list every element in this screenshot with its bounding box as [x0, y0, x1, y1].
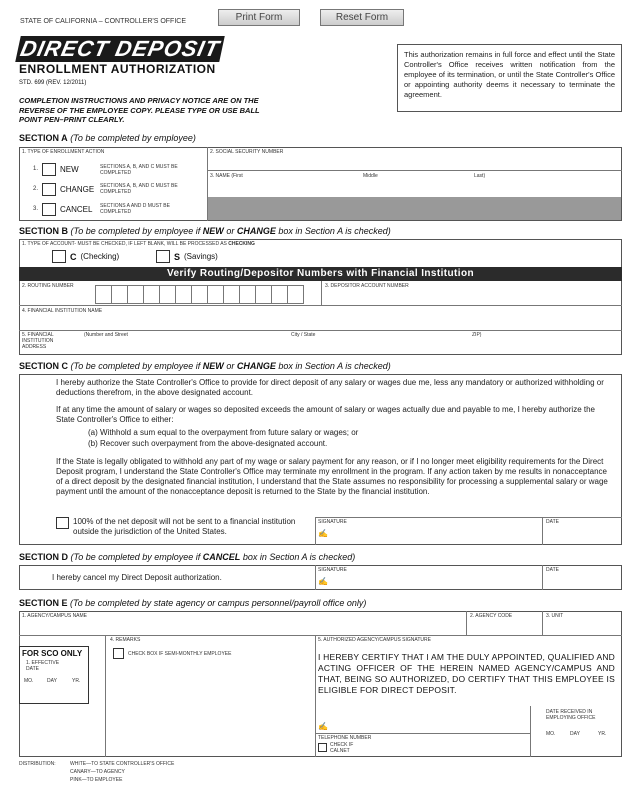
distribution-white: WHITE—TO STATE CONTROLLER'S OFFICE	[70, 761, 175, 767]
verify-banner: Verify Routing/Depositor Numbers with Financial Institution	[19, 267, 622, 281]
section-c-heading: SECTION C (To be completed by employee if NEW or CHANGE box in Section A is checked)	[19, 361, 391, 371]
foreign-text: 100% of the net deposit will not be sent to a financial institution outside the jurisdiction of the United States.	[73, 517, 296, 536]
recv-yr-label: YR.	[598, 731, 607, 737]
form-number: STD. 699 (REV. 12/2011)	[19, 80, 87, 86]
c-signature-input[interactable]	[334, 527, 538, 542]
recv-day-label: DAY	[570, 731, 580, 737]
phone-input[interactable]	[370, 740, 525, 754]
option-cancel: 3. CANCEL SECTIONS A AND D MUST BE COMPLETED	[32, 203, 170, 215]
agency-name-input[interactable]	[22, 621, 462, 633]
city-label: City / State	[291, 332, 316, 338]
unit-input[interactable]	[546, 621, 616, 633]
instructions: COMPLETION INSTRUCTIONS AND PRIVACY NOTICE ARE ON THE REVERSE OF THE EMPLOYEE COPY. PLEASE TYPE OR USE BALL POINT PEN–PRINT CLEARLY.	[19, 96, 260, 124]
calnet-option: CHECK IF CALNET	[318, 742, 366, 754]
calnet-checkbox[interactable]	[318, 743, 327, 752]
pen-icon: ✍	[318, 577, 328, 586]
option-change: 2. CHANGE SECTIONS A, B, AND C MUST BE COMPLETED	[32, 183, 178, 195]
zip-label: ZIP)	[472, 332, 482, 338]
form-subtitle: ENROLLMENT AUTHORIZATION	[19, 62, 216, 76]
institution-name-input[interactable]	[22, 316, 615, 328]
shaded-area	[208, 197, 621, 220]
pen-icon: ✍	[318, 529, 328, 538]
agency-code-label: 2. AGENCY CODE	[470, 613, 513, 619]
section-e-heading: SECTION E (To be completed by state agency or campus personnel/payroll office only)	[19, 598, 367, 608]
street-label: (Number and Street	[84, 332, 128, 338]
date-received-input[interactable]	[534, 740, 616, 754]
c-date-label: DATE	[546, 519, 559, 525]
auth-paragraph-1: I hereby authorize the State Controller's Office to provide for direct deposit of any salary or wages due me, less any mandatory or authorized withholding or deductions therefrom, in the above designated account.	[56, 378, 604, 397]
auth-paragraph-2: If at any time the amount of salary or wages so deposited exceeds the amount of salary or wages actually due and payable to me, I hereby authorize the State Controller's Office to either:	[56, 405, 595, 424]
ssn-label: 2. SOCIAL SECURITY NUMBER	[210, 149, 284, 155]
sco-label: FOR SCO ONLY	[22, 649, 83, 658]
savings-option: S (Savings)	[156, 250, 218, 263]
routing-label: 2. ROUTING NUMBER	[22, 283, 74, 289]
ssn-input[interactable]	[210, 157, 615, 169]
d-date-input[interactable]	[546, 575, 616, 588]
yr-label: YR.	[72, 678, 81, 684]
mo-label: MO.	[24, 678, 34, 684]
checking-option: C (Checking)	[52, 250, 119, 263]
change-checkbox[interactable]	[42, 183, 56, 196]
auth-option-a: (a) Withhold a sum equal to the overpayment from future salary or wages; or	[88, 428, 359, 437]
account-type-label: 1. TYPE OF ACCOUNT- MUST BE CHECKED, IF LEFT BLANK, WILL BE PROCESSED AS CHECKING	[22, 241, 255, 247]
institution-name-label: 4. FINANCIAL INSTITUTION NAME	[22, 308, 103, 314]
address-input[interactable]	[84, 340, 614, 353]
middle-label: Middle	[363, 173, 378, 179]
section-a-heading: SECTION A (To be completed by employee)	[19, 133, 196, 143]
logo-text: DIRECT DEPOSIT	[18, 36, 223, 61]
distribution-pink: PINK—TO EMPLOYEE	[70, 777, 123, 783]
effective-date-label: 1. EFFECTIVE DATE	[26, 660, 60, 672]
date-received-label: DATE RECEIVED IN EMPLOYING OFFICE	[546, 709, 596, 721]
routing-number-boxes[interactable]	[95, 285, 304, 304]
address-label: 5. FINANCIAL INSTITUTION ADDRESS	[22, 332, 54, 350]
notice-box: This authorization remains in full force and effect until the State Controller's Office receives written notification from the employee of its termination, or until the State Controller's Office or appointing authority deems it necessary to terminate the agreement.	[397, 44, 622, 112]
pen-icon: ✍	[318, 722, 328, 731]
enrollment-options	[22, 160, 206, 219]
foreign-checkbox[interactable]	[56, 517, 69, 529]
reset-form-button[interactable]: Reset Form	[320, 9, 404, 26]
auth-signature-label: 5. AUTHORIZED AGENCY/CAMPUS SIGNATURE	[318, 637, 431, 643]
checking-checkbox[interactable]	[52, 250, 66, 263]
c-date-input[interactable]	[546, 527, 616, 542]
depositor-label: 3. DEPOSITOR ACCOUNT NUMBER	[325, 283, 409, 289]
agency-code-input[interactable]	[470, 621, 540, 633]
semi-monthly-option: CHECK BOX IF SEMI-MONTHLY EMPLOYEE	[113, 648, 231, 659]
d-signature-input[interactable]	[334, 575, 538, 588]
section-b-heading: SECTION B (To be completed by employee if NEW or CHANGE box in Section A is checked)	[19, 226, 391, 236]
savings-checkbox[interactable]	[156, 250, 170, 263]
print-form-button[interactable]: Print Form	[218, 9, 300, 26]
logo	[15, 36, 225, 62]
phone-label: TELEPHONE NUMBER	[318, 735, 372, 741]
agency-title: STATE OF CALIFORNIA – CONTROLLER'S OFFICE	[20, 18, 186, 25]
agency-name-label: 1. AGENCY/CAMPUS NAME	[22, 613, 88, 619]
cancel-text: I hereby cancel my Direct Deposit authorization.	[52, 573, 222, 582]
remarks-input[interactable]	[110, 664, 310, 752]
new-checkbox[interactable]	[42, 163, 56, 176]
d-date-label: DATE	[546, 567, 559, 573]
day-label: DAY	[47, 678, 57, 684]
last-label: Last)	[474, 173, 486, 179]
effective-date-input[interactable]	[22, 686, 84, 700]
d-signature-label: SIGNATURE	[318, 567, 347, 573]
cancel-checkbox[interactable]	[42, 203, 56, 216]
certify-text: I HEREBY CERTIFY THAT I AM THE DULY APPOINTED, QUALIFIED AND ACTING OFFICER OF THE HEREIN NAMED AGENCY/CAMPUS AND THAT, BEING SO AUTHORIZED, DO CERTIFY THAT THIS EMPLOYEE IS ELIGIBLE FOR DIRECT DEPOSIT.	[318, 652, 615, 695]
section-d-heading: SECTION D (To be completed by employee if CANCEL box in Section A is checked)	[19, 552, 356, 562]
type-label: 1. TYPE OF ENROLLMENT ACTION	[22, 149, 105, 155]
semi-monthly-checkbox[interactable]	[113, 648, 124, 659]
auth-option-b: (b) Recover such overpayment from the above-designated account.	[88, 439, 328, 448]
auth-signature-input[interactable]	[334, 719, 526, 731]
unit-label: 3. UNIT	[546, 613, 564, 619]
remarks-label: 4. REMARKS	[110, 637, 141, 643]
name-input[interactable]	[210, 181, 615, 195]
distribution-label: DISTRIBUTION:	[19, 761, 56, 767]
depositor-input[interactable]	[325, 291, 615, 304]
c-signature-label: SIGNATURE	[318, 519, 347, 525]
auth-paragraph-3: If the State is legally obligated to withhold any part of my wage or salary payment for any reason, or if I no longer meet eligibility requirements for the Direct Deposit program, I understand the State Controller's Office may terminate my enrollment in the program. If any action taken by me results in nonacceptance of a direct deposit by the designated financial institution, I understand that the State assumes no responsibility for processing a supplemental salary or wage payment until the amount of the nonacceptance deposit is returned to the State by the financial institution.	[56, 457, 608, 496]
recv-mo-label: MO.	[546, 731, 556, 737]
name-label: 3. NAME (First	[210, 173, 243, 179]
foreign-checkbox-wrap	[56, 517, 69, 529]
option-new: 1. NEW SECTIONS A, B, AND C MUST BE COMPLETED	[32, 163, 178, 176]
distribution-canary: CANARY—TO AGENCY	[70, 769, 125, 775]
